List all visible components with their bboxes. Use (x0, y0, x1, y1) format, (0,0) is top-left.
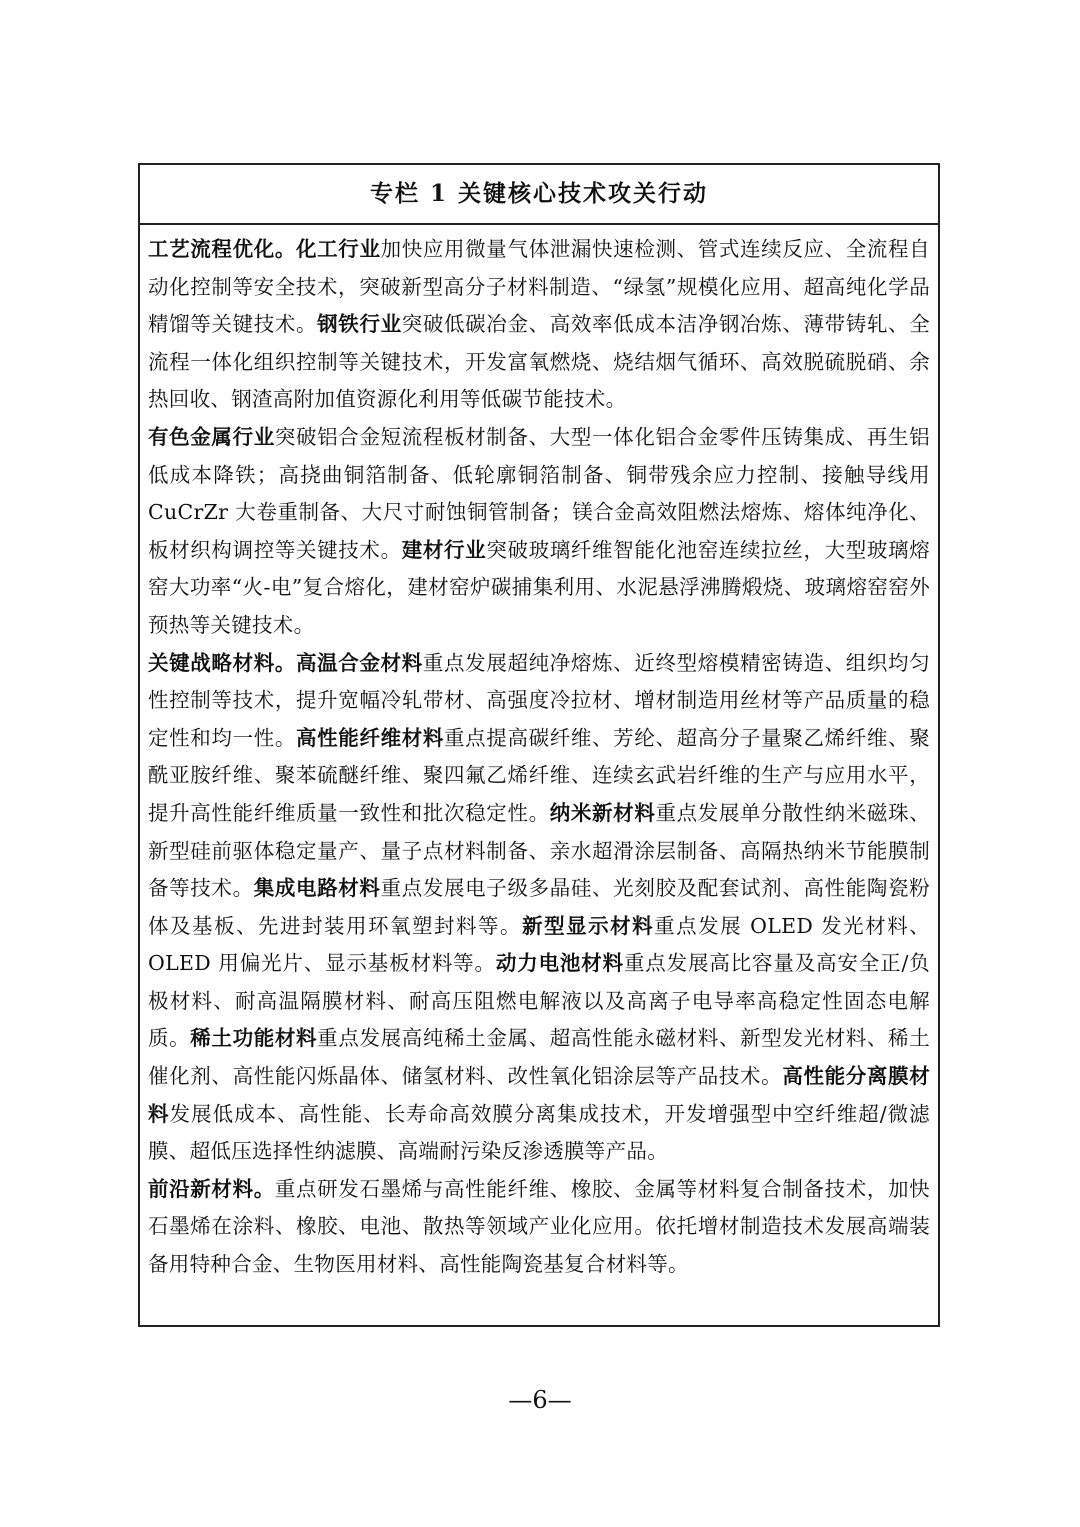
text-chemical-industry: 加快应用微量气体泄漏快速检测、管式连续反应、全流程自动化控制等安全技术，突破新型高分子材料制造、“绿氢”规模化应用、超高纯化学品精馏等关键技术。 (148, 237, 930, 337)
page-number: —6— (508, 1386, 572, 1414)
keyword-nano-materials: 纳米新材料 (549, 800, 656, 825)
keyword-superalloy: 高温合金材料 (296, 650, 423, 675)
text-membrane-materials: 发展低成本、高性能、长寿命高效膜分离集成技术，开发增强型中空纤维超/微滤膜、超低压选择性纳滤膜、高端耐污染反渗透膜等产品。 (148, 1101, 930, 1164)
text-high-performance-fiber: 重点提高碳纤维、芳纶、超高分子量聚乙烯纤维、聚酰亚胺纤维、聚苯硫醚纤维、聚四氟乙烯纤维、连续玄武岩纤维的生产与应用水平，提升高性能纤维质量一致性和批次稳定性。 (148, 725, 930, 825)
box-body (140, 225, 938, 1284)
text-frontier-materials: 重点研发石墨烯与高性能纤维、橡胶、金属等材料复合制备技术，加快石墨烯在涂料、橡胶、电池、散热等领域产业化应用。依托增材制造技术发展高端装备用特种合金、生物医用材料、高性能陶瓷基复合材料等。 (148, 1176, 930, 1277)
text-superalloy: 重点发展超纯净熔炼、近终型熔模精密铸造、组织均匀性控制等技术，提升宽幅冷轧带材、高强度冷拉材、增材制造用丝材等产品质量的稳定性和均一性。 (148, 650, 930, 750)
box-title: 专栏 1 关键核心技术攻关行动 (140, 165, 938, 225)
keyword-high-performance-fiber: 高性能纤维材料 (296, 725, 445, 750)
paragraph-process-optimization (148, 231, 930, 419)
keyword-membrane-materials: 高性能分离膜材料 (148, 1064, 930, 1126)
paragraph-key-strategic-materials (148, 645, 930, 1171)
text-steel-industry: 突破低碳冶金、高效率低成本洁净钢冶炼、薄带铸轧、全流程一体化组织控制等关键技术，开发富氧燃烧、烧结烟气循环、高效脱硫脱硝、余热回收、钢渣高附加值资源化利用等低碳节能技术。 (148, 312, 930, 412)
keyword-nonferrous-industry: 有色金属行业 (148, 424, 275, 449)
keyword-steel-industry: 钢铁行业 (317, 312, 402, 337)
keyword-building-materials: 建材行业 (401, 537, 487, 562)
text-nonferrous-industry: 突破铝合金短流程板材制备、大型一体化铝合金零件压铸集成、再生铝低成本降铁；高挠曲铜箔制备、低轮廓铜箔制备、铜带残余应力控制、接触导线用 CuCrZr 大卷重制备、大尺寸耐蚀铜管制备；镁合金高效阻燃法熔炼、熔体纯净化、板材织构调控等关键技术。 (148, 424, 930, 562)
text-nano-materials: 重点发展单分散性纳米磁珠、新型硅前驱体稳定量产、量子点材料制备、亲水超滑涂层制备、高隔热纳米节能膜制备等技术。 (148, 800, 931, 901)
text-battery-materials: 重点发展高比容量及高安全正/负极材料、耐高温隔膜材料、耐高压阻燃电解液以及高离子电导率高稳定性固态电解质。 (148, 951, 930, 1051)
keyword-display-materials: 新型显示材料 (522, 913, 655, 938)
text-building-materials: 突破玻璃纤维智能化池窑连续拉丝，大型玻璃熔窑大功率“火-电”复合熔化，建材窑炉碳捕集利用、水泥悬浮沸腾煅烧、玻璃熔窑窑外预热等关键技术。 (148, 537, 930, 637)
keyword-ic-materials: 集成电路材料 (253, 876, 381, 901)
heading-process-optimization: 工艺流程优化。 (148, 237, 297, 261)
keyword-rare-earth-materials: 稀土功能材料 (190, 1026, 318, 1051)
text-ic-materials: 重点发展电子级多晶硅、光刻胶及配套试剂、高性能陶瓷粉体及基板、先进封装用环氧塑封料等。 (148, 876, 930, 938)
feature-box (138, 163, 940, 1327)
keyword-battery-materials: 动力电池材料 (495, 951, 624, 976)
paragraph-frontier-materials (148, 1171, 930, 1284)
heading-key-strategic-materials: 关键战略材料。 (148, 650, 297, 675)
keyword-chemical-industry: 化工行业 (296, 237, 381, 261)
text-rare-earth-materials: 重点发展高纯稀土金属、超高性能永磁材料、新型发光材料、稀土催化剂、高性能闪烁晶体、储氢材料、改性氧化铝涂层等产品技术。 (148, 1026, 930, 1089)
heading-frontier-materials: 前沿新材料。 (148, 1176, 275, 1201)
paragraph-nonferrous-building (148, 419, 930, 645)
text-display-materials: 重点发展 OLED 发光材料、OLED 用偏光片、显示基板材料等。 (148, 913, 930, 976)
